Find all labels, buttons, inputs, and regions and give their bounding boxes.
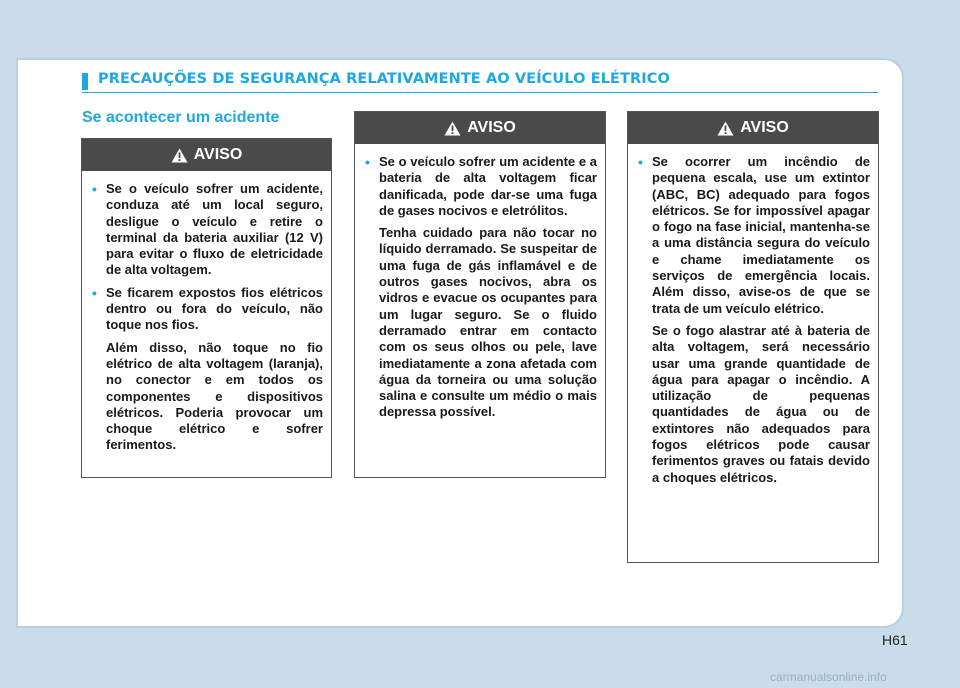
header-accent-bar (82, 73, 88, 90)
warning-box-label: AVISO (467, 119, 516, 136)
warning-triangle-icon (717, 121, 734, 136)
paragraph: Tenha cuidado para não tocar no líquido derramado. Se suspeitar de uma fuga de gás inflamável e de outros gases nocivos, abra os vidros e evacue os ocupantes para um lugar seguro. Se o fluido derramado entrar em contacto com os seus olhos ou pele, lave imediatamente a zona afetada com água da torneira ou uma solução salina e consulte um médio o mais depressa possível. (379, 225, 597, 420)
warning-box-label: AVISO (740, 119, 789, 136)
paragraph: Se o fogo alastrar até à bateria de alta voltagem, será necessário usar uma grande quantidade de água para apagar o incêndio. A utilização de pequenas quantidades de água ou de extintores não adequados para fogos elétricos pode causar ferimentos graves ou fatais devido a choques elétricos. (652, 322, 870, 485)
warning-triangle-icon (444, 121, 461, 136)
list-item: • Se ocorrer um incêndio de pequena escala, use um extintor (ABC, BC) adequado para fogos elétricos. Se for impossível apagar o fogo na fase inicial, mantenha-se a uma distância segura do veículo e chame imediatamente os serviços de emergência locais. Além disso, avise-os de que se trata de um veículo elétrico. (638, 154, 870, 316)
section-title: Se acontecer um acidente (82, 109, 280, 126)
warning-box-header (355, 112, 605, 144)
warning-box-1 (81, 138, 332, 478)
watermark: carmanualsonline.info (770, 670, 887, 684)
list-item: • Se ficarem expostos fios elétricos dentro ou fora do veículo, não toque nos fios. (92, 284, 323, 333)
header-divider (82, 92, 878, 93)
warning-triangle-icon (171, 148, 188, 163)
paragraph: Além disso, não toque no fio elétrico de alta voltagem (laranja), no conector e em todos os componentes e dispositivos elétricos. Poderia provocar um choque elétrico e sofrer ferimentos. (106, 339, 323, 453)
bullet-icon: • (92, 284, 97, 301)
bullet-icon: • (365, 154, 370, 170)
bullet-icon: • (638, 154, 643, 170)
page-header-title: PRECAUÇÕES DE SEGURANÇA RELATIVAMENTE AO VEÍCULO ELÉTRICO (98, 71, 670, 87)
bullet-icon: • (92, 181, 97, 197)
page-number: H61 (882, 632, 908, 648)
warning-box-3 (627, 111, 879, 563)
warning-box-header (628, 112, 878, 144)
warning-box-label: AVISO (193, 146, 243, 163)
list-item: • Se o veículo sofrer um acidente e a bateria de alta voltagem ficar danificada, pode dar-se uma fuga de gases nocivos e eletrólitos. (365, 154, 597, 218)
warning-box-2 (354, 111, 606, 478)
list-item: • Se o veículo sofrer um acidente, conduza até um local seguro, desligue o veículo e retire o terminal da bateria auxiliar (12 V) para evitar o fluxo de eletricidade de alta voltagem. (92, 181, 323, 278)
warning-box-header (82, 139, 331, 171)
